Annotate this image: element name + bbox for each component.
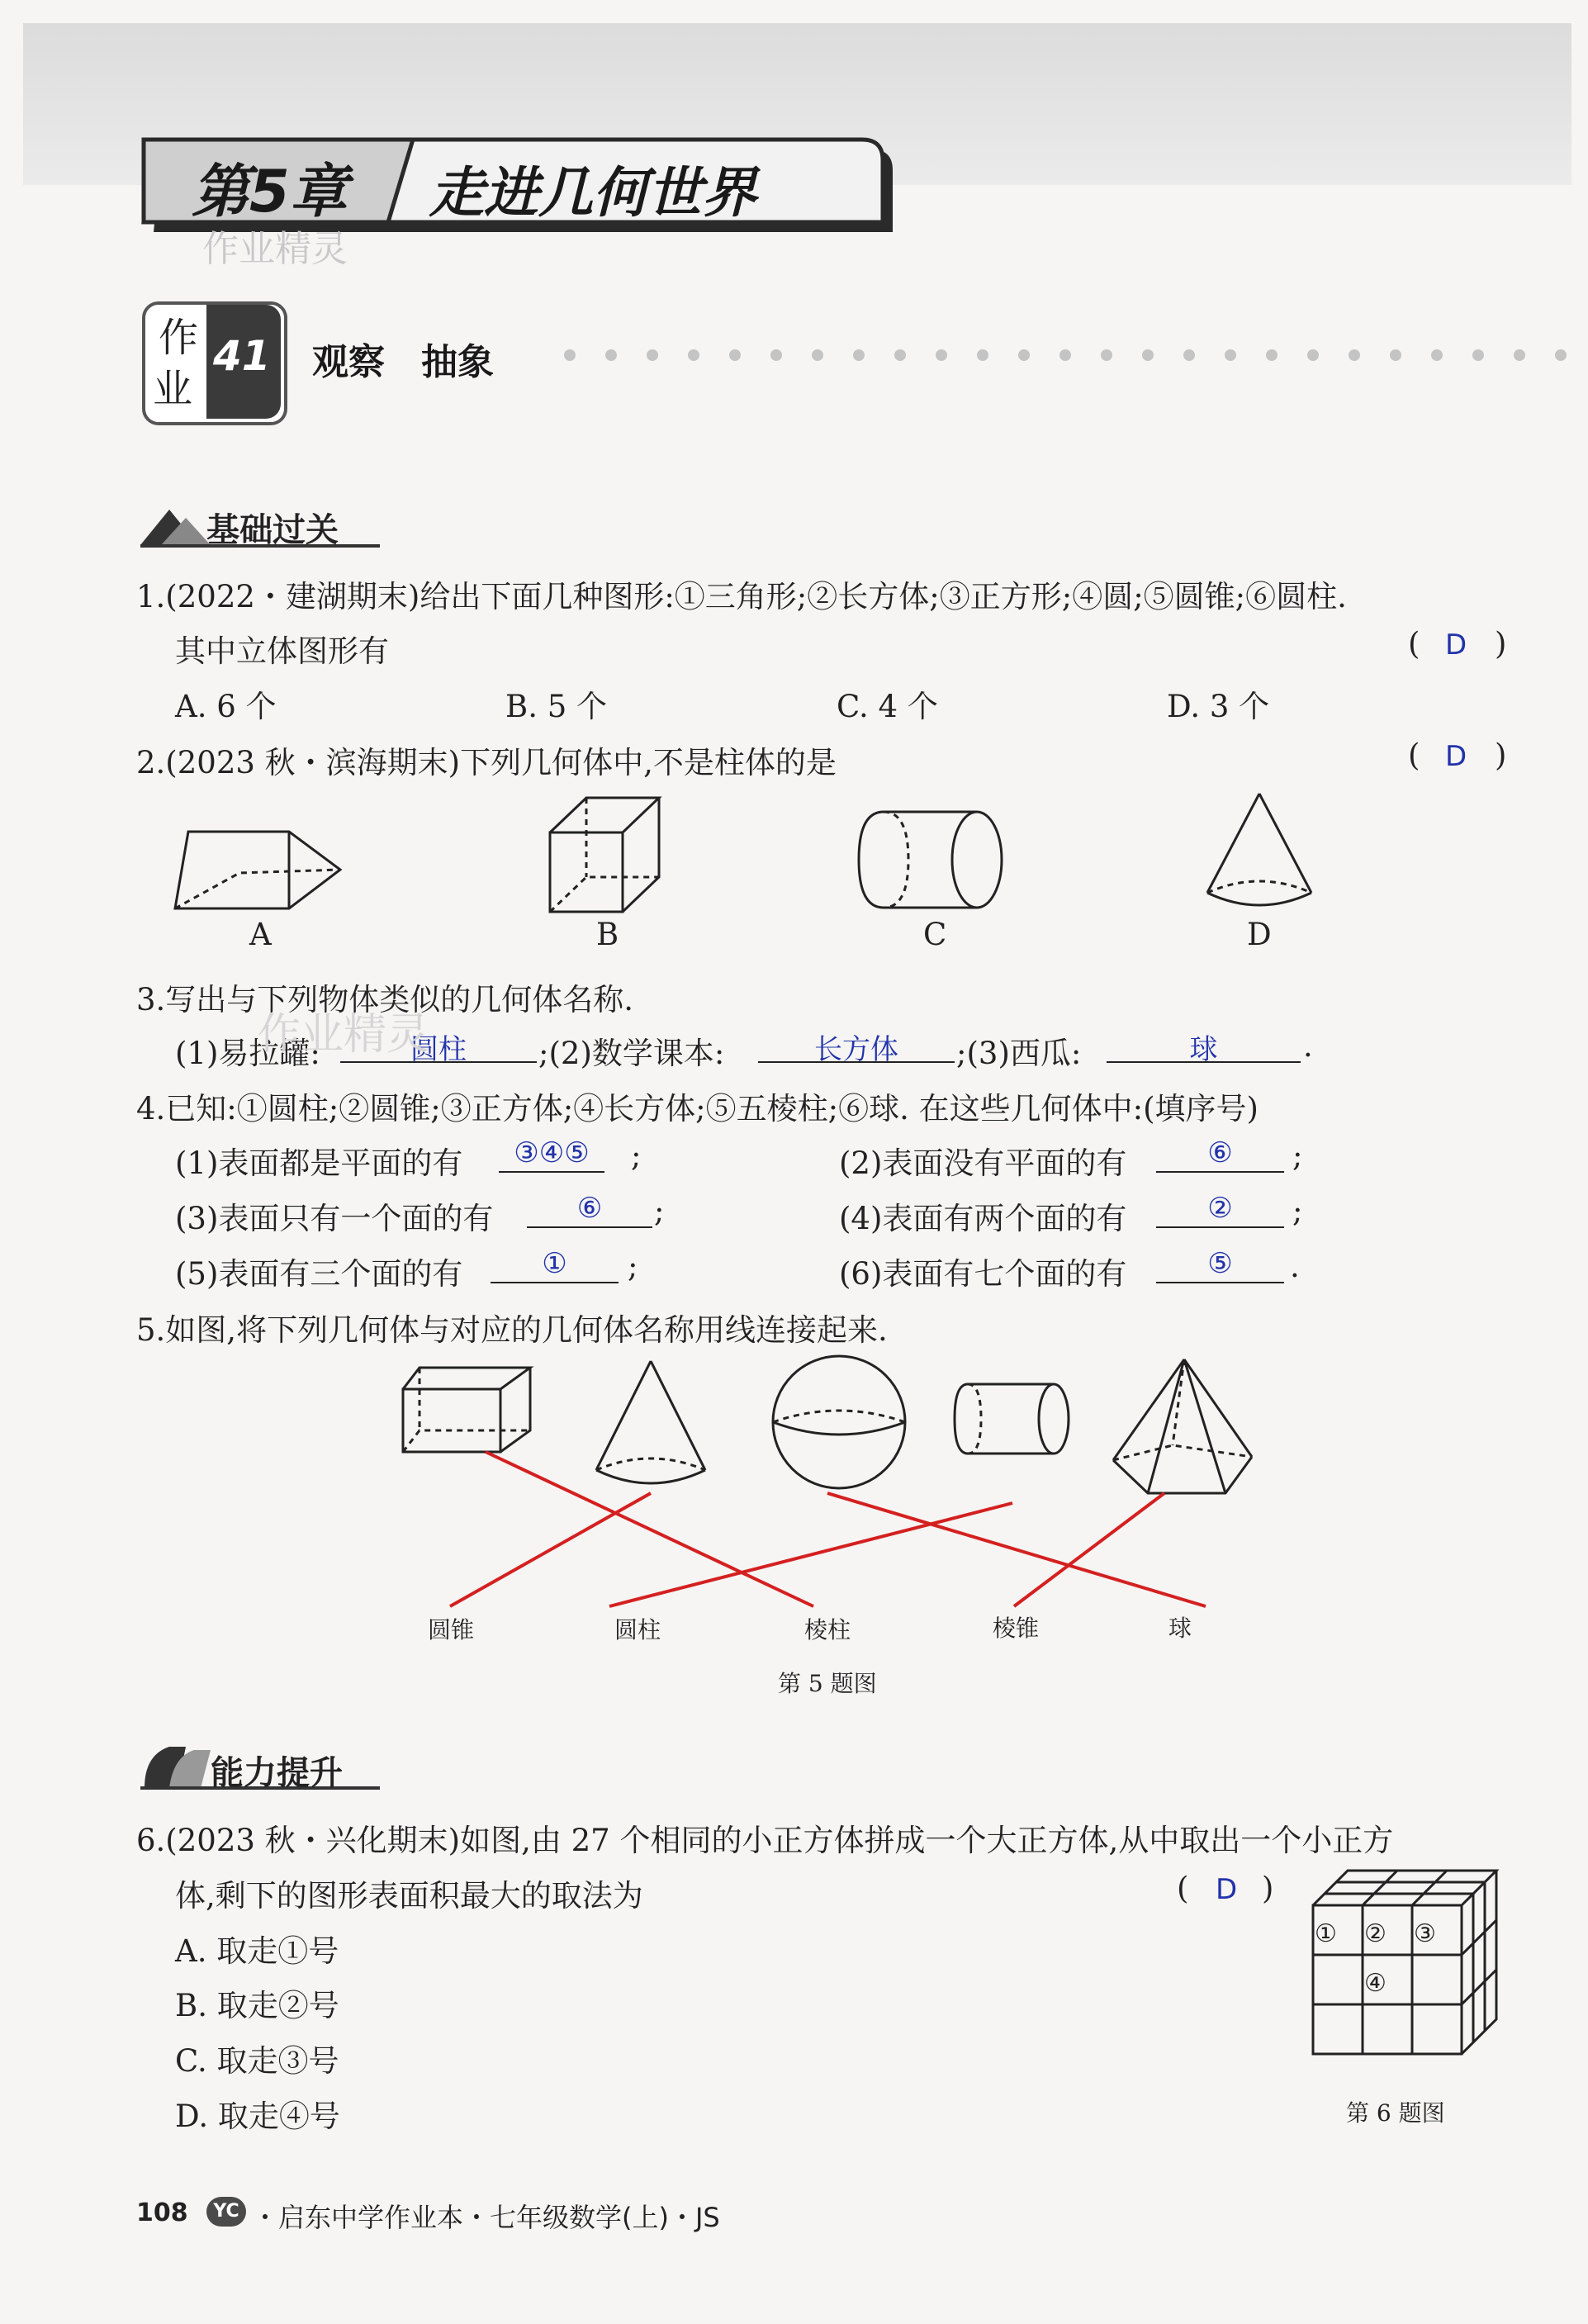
- q4-item3-answer: ⑥: [576, 1192, 603, 1225]
- q5-shape-cone: [596, 1361, 705, 1483]
- q4-item5-blank: [491, 1247, 619, 1283]
- q4-item3-question: (3)表面只有一个面的有: [175, 1201, 494, 1236]
- q6-option-b: B. 取走②号: [175, 1988, 339, 2023]
- q3-answer1: 圆柱: [410, 1033, 467, 1066]
- footer-logo: YC: [206, 2197, 246, 2227]
- q4-item6-question: (6)表面有七个面的有: [839, 1256, 1127, 1292]
- q4-item5-question: (5)表面有三个面的有: [175, 1256, 463, 1292]
- q4-item2-question: (2)表面没有平面的有: [839, 1145, 1127, 1181]
- q1-answer: D: [1445, 628, 1467, 662]
- q3-blank3: [1107, 1027, 1301, 1066]
- q1-line1: 1.(2022・建湖期末)给出下面几种图形:①三角形;②长方体;③正方形;④圆;⑤圆锥;⑥圆柱.: [136, 579, 1347, 614]
- q6-option-a: A. 取走①号: [175, 1933, 339, 1969]
- q3-end: .: [1303, 1028, 1313, 1064]
- q2-shape-cone: [1197, 789, 1321, 917]
- q2-shape-prism: [165, 822, 355, 921]
- q3-part1: (1)易拉罐:: [175, 1036, 320, 1071]
- q2-label-b: B: [596, 917, 619, 952]
- q4-item3-end: ;: [654, 1193, 665, 1229]
- q2-answer-paren-close: ): [1495, 738, 1507, 773]
- q1-answer-paren-close: ): [1495, 626, 1507, 662]
- q3-answer3: 球: [1189, 1033, 1218, 1066]
- q5-shape-cylinder: [955, 1384, 1069, 1454]
- q4-item3-blank: [527, 1192, 652, 1228]
- q6-line2: 体,剩下的图形表面积最大的取法为: [175, 1878, 643, 1914]
- lesson-title: 观察 抽象: [312, 341, 494, 383]
- q4-item4-blank: [1156, 1192, 1284, 1228]
- homework-number: 41: [213, 332, 271, 380]
- q6-cube-figure: [1305, 1862, 1519, 2069]
- match-cylinder-to-cylinder-label: [609, 1503, 1012, 1606]
- q4-item4-answer: ②: [1207, 1192, 1233, 1225]
- q4-item1-question: (1)表面都是平面的有: [175, 1145, 463, 1181]
- q2-stem: 2.(2023 秋・滨海期末)下列几何体中,不是柱体的是: [136, 745, 837, 780]
- q1-answer-paren: (: [1408, 626, 1420, 662]
- watermark-top: 作业精灵: [202, 228, 348, 270]
- q5-name-sphere: 球: [1168, 1615, 1192, 1642]
- q1-option-c: C. 4 个: [837, 689, 938, 724]
- q1-option-b: B. 5 个: [505, 689, 608, 724]
- watermark-mid: 作业精灵: [258, 1010, 430, 1060]
- q5-caption: 第 5 题图: [778, 1670, 877, 1697]
- q4-item1-blank: [499, 1136, 604, 1173]
- q4-item1-end: ;: [631, 1138, 642, 1174]
- q6-cube-label-3: ③: [1414, 1919, 1436, 1948]
- chapter-number: 第5章: [192, 158, 348, 225]
- q6-option-c: C. 取走③号: [175, 2043, 339, 2079]
- q5-name-cone: 圆锥: [428, 1616, 475, 1643]
- q5-name-pyramid: 棱锥: [993, 1615, 1040, 1642]
- q4-item6-blank: [1156, 1247, 1284, 1283]
- q3-part3: ;(3)西瓜:: [956, 1036, 1082, 1071]
- q4-stem: 4.已知:①圆柱;②圆锥;③正方体;④长方体;⑤五棱柱;⑥球. 在这些几何体中:(填序号): [136, 1091, 1259, 1126]
- q1-line2: 其中立体图形有: [175, 633, 389, 669]
- q2-answer: D: [1445, 740, 1467, 773]
- q2-label-a: A: [249, 917, 272, 952]
- q6-option-d: D. 取走④号: [175, 2099, 340, 2134]
- match-cone-to-cone-label: [450, 1493, 651, 1606]
- q5-shape-sphere: [773, 1356, 905, 1488]
- section-basic-title: 基础过关: [206, 511, 339, 549]
- q6-answer-paren: (: [1177, 1871, 1189, 1906]
- homework-label-1: 作: [159, 315, 199, 361]
- q5-shape-pyramid: [1113, 1359, 1252, 1493]
- q5-name-cylinder: 圆柱: [614, 1616, 661, 1643]
- q4-item2-answer: ⑥: [1207, 1136, 1233, 1169]
- q3-part2: ;(2)数学课本:: [538, 1036, 725, 1071]
- q5-shape-prism: [403, 1368, 530, 1452]
- q4-item2-end: ;: [1292, 1138, 1303, 1174]
- match-prism-to-prism-label: [486, 1452, 813, 1606]
- section-ability-title: 能力提升: [211, 1754, 343, 1792]
- q4-item4-end: ;: [1292, 1193, 1303, 1229]
- dotted-rule: [562, 347, 1577, 363]
- q2-label-c: C: [923, 917, 947, 952]
- q4-item6-answer: ⑤: [1207, 1247, 1233, 1280]
- q2-label-d: D: [1247, 917, 1272, 952]
- q2-answer-paren: (: [1408, 738, 1420, 773]
- q6-line1: 6.(2023 秋・兴化期末)如图,由 27 个相同的小正方体拼成一个大正方体,从中取出一个小正方: [136, 1823, 1394, 1858]
- q2-shape-cube: [545, 793, 669, 917]
- q4-item5-answer: ①: [542, 1247, 567, 1280]
- q1-option-a: A. 6 个: [175, 689, 277, 724]
- q6-cube-label-2: ②: [1364, 1919, 1387, 1948]
- q1-option-d: D. 3 个: [1167, 689, 1270, 724]
- q5-name-prism: 棱柱: [804, 1616, 851, 1643]
- homework-label-2: 业: [153, 366, 193, 412]
- q6-caption: 第 6 题图: [1346, 2099, 1445, 2127]
- q4-item1-answer: ③④⑤: [514, 1136, 590, 1169]
- q3-stem: 3.写出与下列物体类似的几何体名称.: [136, 982, 634, 1017]
- q6-cube-label-4: ④: [1364, 1969, 1387, 1998]
- q4-item2-blank: [1156, 1136, 1284, 1173]
- q5-figure: [388, 1354, 1272, 1652]
- q5-match-lines: [450, 1452, 1206, 1606]
- q4-item5-end: ;: [628, 1249, 638, 1284]
- chapter-title: 走进几何世界: [429, 161, 756, 225]
- q6-answer: D: [1216, 1873, 1238, 1906]
- q3-answer2: 长方体: [814, 1033, 898, 1066]
- page-number: 108: [136, 2198, 188, 2227]
- q4-item6-end: .: [1290, 1249, 1300, 1284]
- footer-text: ・启东中学作业本・七年级数学(上)・JS: [252, 2202, 720, 2233]
- q6-cube-label-1: ①: [1315, 1919, 1337, 1948]
- match-sphere-to-sphere-label: [827, 1493, 1206, 1606]
- q4-item4-question: (4)表面有两个面的有: [839, 1201, 1127, 1236]
- match-pyramid-to-pyramid-label: [1014, 1493, 1164, 1606]
- q3-blank2: [758, 1027, 955, 1066]
- q2-shape-cylinder: [855, 805, 1007, 917]
- q5-stem: 5.如图,将下列几何体与对应的几何体名称用线连接起来.: [136, 1312, 888, 1348]
- q6-answer-paren-close: ): [1262, 1871, 1274, 1906]
